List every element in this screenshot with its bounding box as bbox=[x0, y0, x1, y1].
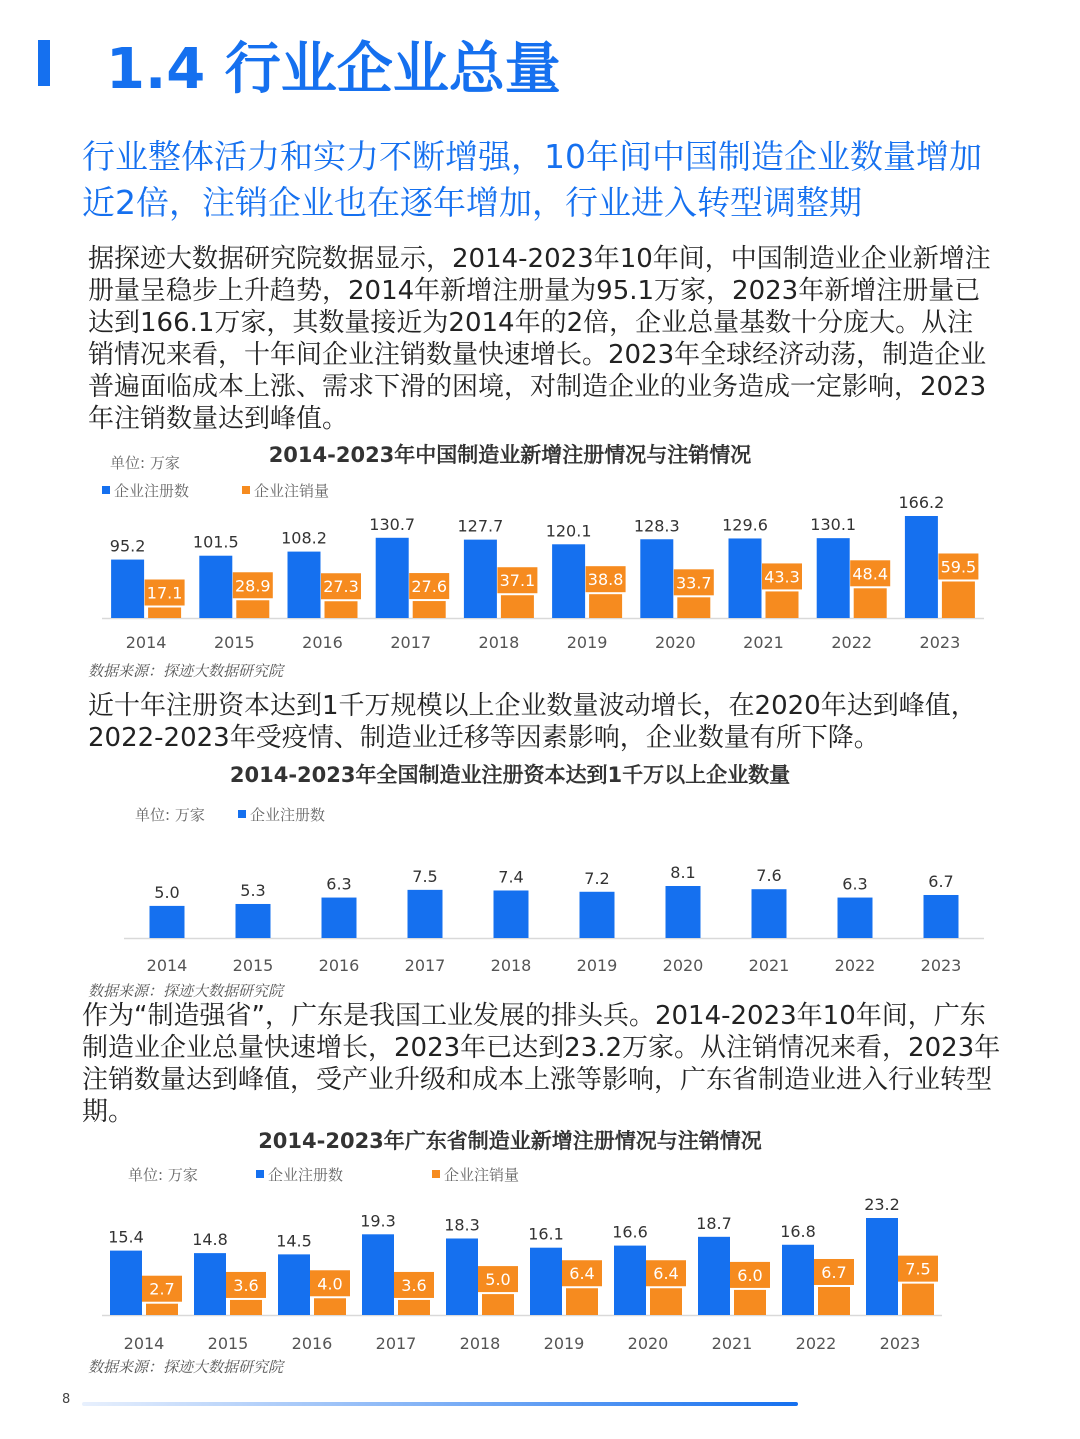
data-label: 27.3 bbox=[323, 577, 359, 597]
page-title: 1.4 行业企业总量 bbox=[106, 37, 561, 102]
x-tick-label: 2020 bbox=[654, 633, 696, 652]
data-label: 128.3 bbox=[633, 516, 680, 536]
bar-registrations bbox=[376, 538, 409, 618]
data-label: 5.0 bbox=[154, 882, 180, 902]
x-tick-label: 2017 bbox=[375, 1334, 417, 1353]
bar-registrations bbox=[614, 1246, 646, 1315]
bar-registrations bbox=[817, 538, 850, 618]
bar-cancellations bbox=[314, 1298, 346, 1315]
bar-registrations bbox=[494, 890, 529, 938]
x-tick-label: 2015 bbox=[232, 956, 274, 975]
bar-registrations bbox=[640, 539, 673, 618]
x-tick-label: 2019 bbox=[576, 956, 618, 975]
x-tick-label: 2015 bbox=[207, 1334, 249, 1353]
legend-swatch bbox=[238, 810, 246, 818]
data-label: 166.2 bbox=[898, 493, 945, 512]
paragraph-capital: 近十年注册资本达到1千万规模以上企业数量波动增长，在2020年达到峰值，2022-2023年受疫情、制造业迁移等因素影响，企业数量有所下降。 bbox=[88, 691, 977, 753]
bar-registrations bbox=[446, 1238, 478, 1315]
chart-title: 2014-2023年全国制造业注册资本达到1千万以上企业数量 bbox=[229, 763, 791, 787]
unit-label: 单位: 万家 bbox=[135, 806, 205, 824]
bar-cancellations bbox=[942, 581, 975, 618]
bar-cancellations bbox=[413, 601, 446, 618]
data-label: 130.1 bbox=[810, 515, 857, 535]
bar-registrations bbox=[322, 898, 357, 938]
x-tick-label: 2022 bbox=[795, 1334, 837, 1353]
x-tick-label: 2018 bbox=[459, 1334, 501, 1353]
bar-registrations bbox=[194, 1253, 226, 1315]
data-label: 17.1 bbox=[146, 583, 183, 603]
x-tick-label: 2016 bbox=[291, 1334, 333, 1353]
data-label: 28.9 bbox=[234, 576, 271, 596]
bar-registrations bbox=[729, 538, 762, 618]
data-label: 33.7 bbox=[675, 573, 712, 593]
data-label: 16.1 bbox=[528, 1224, 564, 1244]
x-tick-label: 2023 bbox=[919, 633, 961, 652]
data-label: 101.5 bbox=[192, 532, 239, 552]
bar-registrations bbox=[111, 560, 144, 618]
data-label: 6.3 bbox=[326, 874, 352, 894]
bar-registrations bbox=[236, 904, 271, 938]
x-tick-label: 2023 bbox=[920, 956, 962, 975]
chart-title: 2014-2023年中国制造业新增注册情况与注销情况 bbox=[268, 443, 752, 467]
bar-registrations bbox=[905, 516, 938, 618]
data-label: 43.3 bbox=[764, 567, 800, 587]
unit-label: 单位: 万家 bbox=[110, 454, 180, 472]
data-label: 18.7 bbox=[696, 1213, 732, 1233]
data-label: 48.4 bbox=[852, 564, 889, 584]
bar-registrations bbox=[530, 1248, 562, 1315]
page-number: 8 bbox=[62, 1392, 71, 1407]
bar-cancellations bbox=[230, 1300, 262, 1315]
bar-cancellations bbox=[902, 1284, 934, 1315]
x-tick-label: 2022 bbox=[834, 956, 876, 975]
data-source: 数据来源：探迹大数据研究院 bbox=[88, 1358, 284, 1376]
data-label: 14.8 bbox=[192, 1230, 228, 1250]
bar-cancellations bbox=[677, 597, 710, 618]
data-label: 23.2 bbox=[864, 1195, 900, 1214]
data-source: 数据来源：探迹大数据研究院 bbox=[88, 662, 284, 680]
data-label: 6.3 bbox=[842, 874, 868, 894]
data-label: 7.5 bbox=[905, 1259, 931, 1279]
bar-registrations bbox=[782, 1245, 814, 1315]
x-tick-label: 2017 bbox=[404, 956, 446, 975]
bar-cancellations bbox=[766, 591, 799, 618]
data-label: 16.8 bbox=[780, 1221, 816, 1241]
x-tick-label: 2014 bbox=[146, 956, 188, 975]
data-label: 5.3 bbox=[240, 880, 266, 900]
x-tick-label: 2019 bbox=[566, 633, 608, 652]
data-label: 7.6 bbox=[756, 866, 782, 886]
bar-registrations bbox=[278, 1254, 310, 1315]
bar-registrations bbox=[552, 544, 585, 618]
data-label: 37.1 bbox=[499, 571, 536, 591]
data-label: 6.4 bbox=[569, 1264, 595, 1284]
x-tick-label: 2023 bbox=[879, 1334, 921, 1353]
bar-cancellations bbox=[148, 608, 181, 618]
x-tick-label: 2016 bbox=[302, 633, 343, 652]
legend-label: 企业注册数 bbox=[268, 1166, 344, 1184]
x-tick-label: 2019 bbox=[543, 1334, 585, 1353]
data-label: 8.1 bbox=[670, 863, 696, 882]
chart-title: 2014-2023年广东省制造业新增注册情况与注销情况 bbox=[258, 1129, 762, 1153]
bar-registrations bbox=[362, 1234, 394, 1315]
data-label: 6.7 bbox=[928, 871, 954, 891]
data-label: 27.6 bbox=[411, 577, 448, 597]
bar-cancellations bbox=[650, 1288, 682, 1315]
x-tick-label: 2018 bbox=[490, 956, 532, 975]
data-label: 16.6 bbox=[612, 1222, 648, 1242]
paragraph-national: 据探迹大数据研究院数据显示，2014-2023年10年间，中国制造业企业新增注册量呈稳步上升趋势，2014年新增注册量为95.1万家，2023年新增注册量已达到166.1万家，其数量接近为2014年的2倍，企业总量基数十分庞大。从注销情况来看，十年间企业注销数量快速增长。2023年全球经济动荡，制造企业普遍面临成本上涨、需求下滑的困境，对制造企业的业务造成一定影响，2023年注销数量达到峰值。 bbox=[88, 244, 991, 434]
footer-line bbox=[82, 1402, 798, 1406]
legend-swatch bbox=[102, 486, 110, 494]
data-label: 14.5 bbox=[276, 1231, 312, 1251]
bar-registrations bbox=[838, 898, 873, 938]
bar-cancellations bbox=[566, 1288, 598, 1315]
data-label: 129.6 bbox=[722, 515, 768, 535]
bar-cancellations bbox=[854, 588, 887, 618]
bar-registrations bbox=[199, 556, 232, 618]
data-label: 19.3 bbox=[360, 1211, 396, 1231]
bar-registrations bbox=[580, 892, 615, 938]
chart-capital-10m-enterprises bbox=[80, 758, 1000, 1003]
data-label: 7.5 bbox=[412, 866, 438, 886]
bar-cancellations bbox=[734, 1290, 766, 1315]
x-tick-label: 2014 bbox=[125, 633, 167, 652]
data-source: 数据来源：探迹大数据研究院 bbox=[88, 982, 284, 1000]
data-label: 6.0 bbox=[737, 1265, 763, 1285]
data-label: 2.7 bbox=[149, 1279, 175, 1299]
paragraph-guangdong: 作为“制造强省”，广东是我国工业发展的排头兵。2014-2023年10年间，广东制造业企业总量快速增长，2023年已达到23.2万家。从注销情况来看，2023年注销数量达到峰值，受产业升级和成本上涨等影响，广东省制造业进入行业转型期。 bbox=[82, 1001, 1001, 1127]
page-subtitle: 行业整体活力和实力不断增强，10年间中国制造企业数量增加近2倍，注销企业也在逐年增加，行业进入转型调整期 bbox=[82, 137, 982, 222]
bar-registrations bbox=[110, 1251, 142, 1315]
data-label: 38.8 bbox=[587, 570, 624, 590]
data-label: 59.5 bbox=[940, 557, 977, 577]
data-label: 6.7 bbox=[821, 1262, 847, 1282]
bar-registrations bbox=[288, 552, 321, 618]
unit-label: 单位: 万家 bbox=[128, 1166, 198, 1184]
chart-guangdong-registrations bbox=[80, 1124, 1000, 1379]
bar-cancellations bbox=[398, 1300, 430, 1315]
data-label: 95.2 bbox=[109, 536, 146, 556]
bar-cancellations bbox=[589, 594, 622, 618]
data-label: 4.0 bbox=[317, 1274, 343, 1294]
title-accent-bar bbox=[38, 40, 50, 86]
chart-national-registrations bbox=[80, 438, 1000, 683]
x-tick-label: 2021 bbox=[711, 1334, 753, 1353]
data-label: 7.2 bbox=[584, 868, 610, 888]
bar-registrations bbox=[408, 890, 443, 938]
data-label: 120.1 bbox=[545, 521, 592, 541]
data-label: 5.0 bbox=[485, 1270, 511, 1290]
bar-cancellations bbox=[325, 601, 358, 618]
x-tick-label: 2021 bbox=[748, 956, 790, 975]
data-label: 3.6 bbox=[401, 1275, 427, 1295]
bar-cancellations bbox=[482, 1294, 514, 1315]
data-label: 7.4 bbox=[498, 867, 524, 887]
bar-cancellations bbox=[146, 1304, 178, 1315]
data-label: 108.2 bbox=[281, 528, 327, 548]
bar-registrations bbox=[666, 886, 701, 938]
legend-label: 企业注销量 bbox=[444, 1166, 520, 1184]
data-label: 130.7 bbox=[369, 514, 416, 534]
x-tick-label: 2022 bbox=[831, 633, 873, 652]
x-tick-label: 2017 bbox=[390, 633, 432, 652]
legend-label: 企业注册数 bbox=[114, 482, 190, 500]
x-tick-label: 2014 bbox=[123, 1334, 165, 1353]
bar-cancellations bbox=[501, 595, 534, 618]
bar-cancellations bbox=[818, 1287, 850, 1315]
legend-swatch bbox=[242, 486, 250, 494]
data-label: 18.3 bbox=[444, 1215, 480, 1235]
bar-registrations bbox=[464, 540, 497, 618]
bar-registrations bbox=[752, 889, 787, 938]
x-tick-label: 2021 bbox=[743, 633, 784, 652]
legend-label: 企业注销量 bbox=[254, 482, 330, 500]
legend-label: 企业注册数 bbox=[250, 806, 326, 824]
legend-swatch bbox=[256, 1170, 264, 1178]
data-label: 3.6 bbox=[233, 1275, 259, 1295]
legend-swatch bbox=[432, 1170, 440, 1178]
x-tick-label: 2020 bbox=[627, 1334, 669, 1353]
x-tick-label: 2015 bbox=[213, 633, 255, 652]
x-tick-label: 2016 bbox=[318, 956, 360, 975]
bar-cancellations bbox=[236, 600, 269, 618]
bar-registrations bbox=[866, 1218, 898, 1315]
x-tick-label: 2020 bbox=[662, 956, 704, 975]
data-label: 127.7 bbox=[457, 516, 504, 536]
bar-registrations bbox=[924, 895, 959, 938]
bar-registrations bbox=[150, 906, 185, 938]
x-tick-label: 2018 bbox=[478, 633, 520, 652]
data-label: 15.4 bbox=[108, 1227, 144, 1247]
bar-registrations bbox=[698, 1237, 730, 1315]
data-label: 6.4 bbox=[653, 1264, 679, 1284]
